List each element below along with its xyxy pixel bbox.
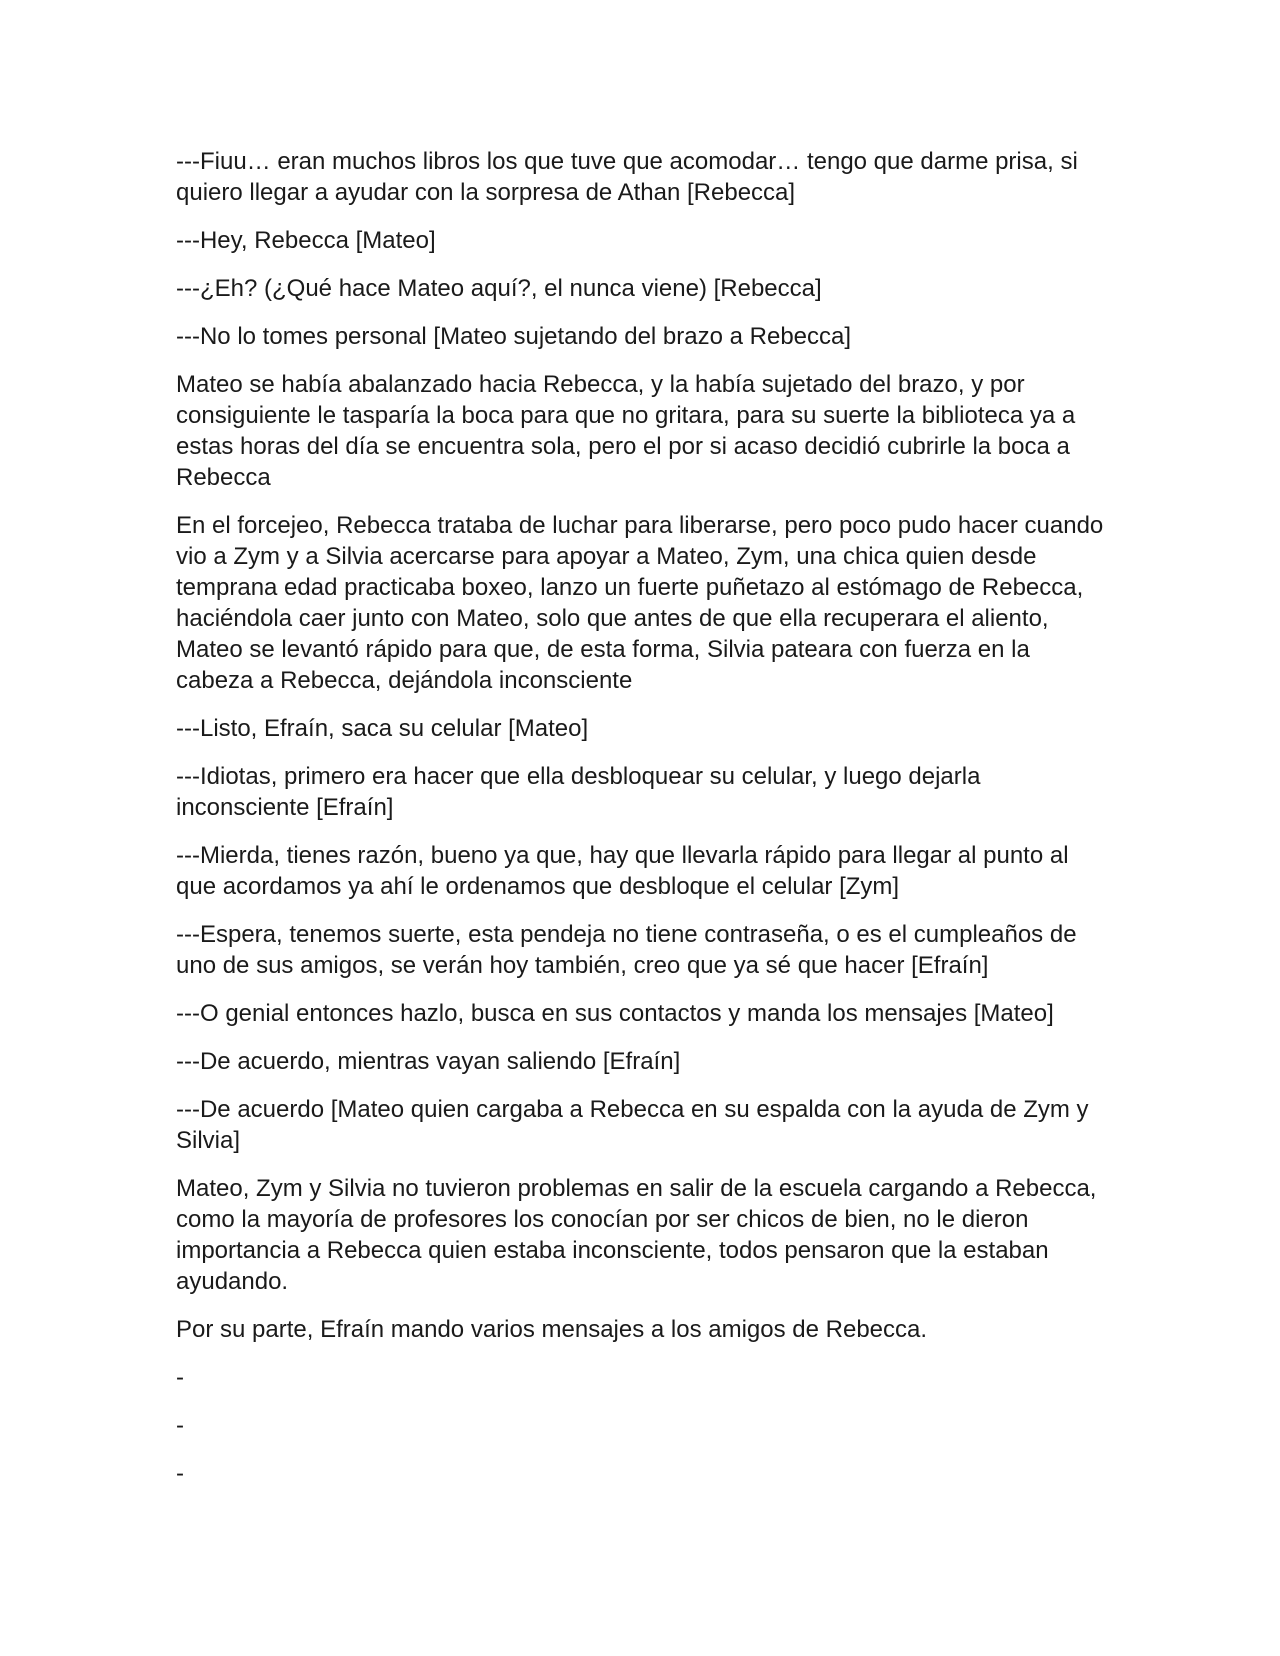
document-page	[176, 146, 1106, 1506]
paragraph: ---Fiuu… eran muchos libros los que tuve que acomodar… tengo que darme prisa, si quiero llegar a ayudar con la sorpresa de Athan [Rebecca]	[176, 148, 1078, 206]
paragraph: En el forcejeo, Rebecca trataba de luchar para liberarse, pero poco pudo hacer cuando vio a Zym y a Silvia acercarse para apoyar a Mateo, Zym, una chica quien desde temprana edad practicaba boxeo, lanzo un fuerte puñetazo al estómago de Rebecca, haciéndola caer junto con Mateo, solo que antes de que ella recuperara el aliento, Mateo se levantó rápido para que, de esta forma, Silvia pateara con fuerza en la cabeza a Rebecca, dejándola inconsciente	[176, 512, 1104, 694]
paragraph: Por su parte, Efraín mando varios mensajes a los amigos de Rebecca.	[176, 1316, 928, 1343]
separator-dash: -	[176, 1460, 184, 1487]
paragraph: ---¿Eh? (¿Qué hace Mateo aquí?, el nunca viene) [Rebecca]	[176, 275, 822, 302]
paragraph: ---Mierda, tienes razón, bueno ya que, hay que llevarla rápido para llegar al punto al que acordamos ya ahí le ordenamos que desbloque el celular [Zym]	[176, 842, 1069, 900]
paragraph: ---No lo tomes personal [Mateo sujetando del brazo a Rebecca]	[176, 323, 852, 350]
paragraph: ---Hey, Rebecca [Mateo]	[176, 227, 436, 254]
separator-dash: -	[176, 1364, 184, 1391]
paragraph: ---De acuerdo, mientras vayan saliendo [Efraín]	[176, 1048, 681, 1075]
paragraph: ---Idiotas, primero era hacer que ella desbloquear su celular, y luego dejarla inconsciente [Efraín]	[176, 763, 981, 821]
paragraph: ---Listo, Efraín, saca su celular [Mateo]	[176, 715, 589, 742]
paragraph: Mateo se había abalanzado hacia Rebecca, y la había sujetado del brazo, y por consiguiente le tasparía la boca para que no gritara, para su suerte la biblioteca ya a estas horas del día se encuentra sola, pero el por si acaso decidió cubrirle la boca a Rebecca	[176, 371, 1076, 491]
paragraph: ---O genial entonces hazlo, busca en sus contactos y manda los mensajes [Mateo]	[176, 1000, 1054, 1027]
paragraph: ---De acuerdo [Mateo quien cargaba a Rebecca en su espalda con la ayuda de Zym y Silvia]	[176, 1096, 1089, 1154]
separator-dash: -	[176, 1412, 184, 1439]
paragraph: Mateo, Zym y Silvia no tuvieron problemas en salir de la escuela cargando a Rebecca, como la mayoría de profesores los conocían por ser chicos de bien, no le dieron importancia a Rebecca quien estaba inconsciente, todos pensaron que la estaban ayudando.	[176, 1175, 1097, 1295]
paragraph: ---Espera, tenemos suerte, esta pendeja no tiene contraseña, o es el cumpleaños de uno de sus amigos, se verán hoy también, creo que ya sé que hacer [Efraín]	[176, 921, 1077, 979]
